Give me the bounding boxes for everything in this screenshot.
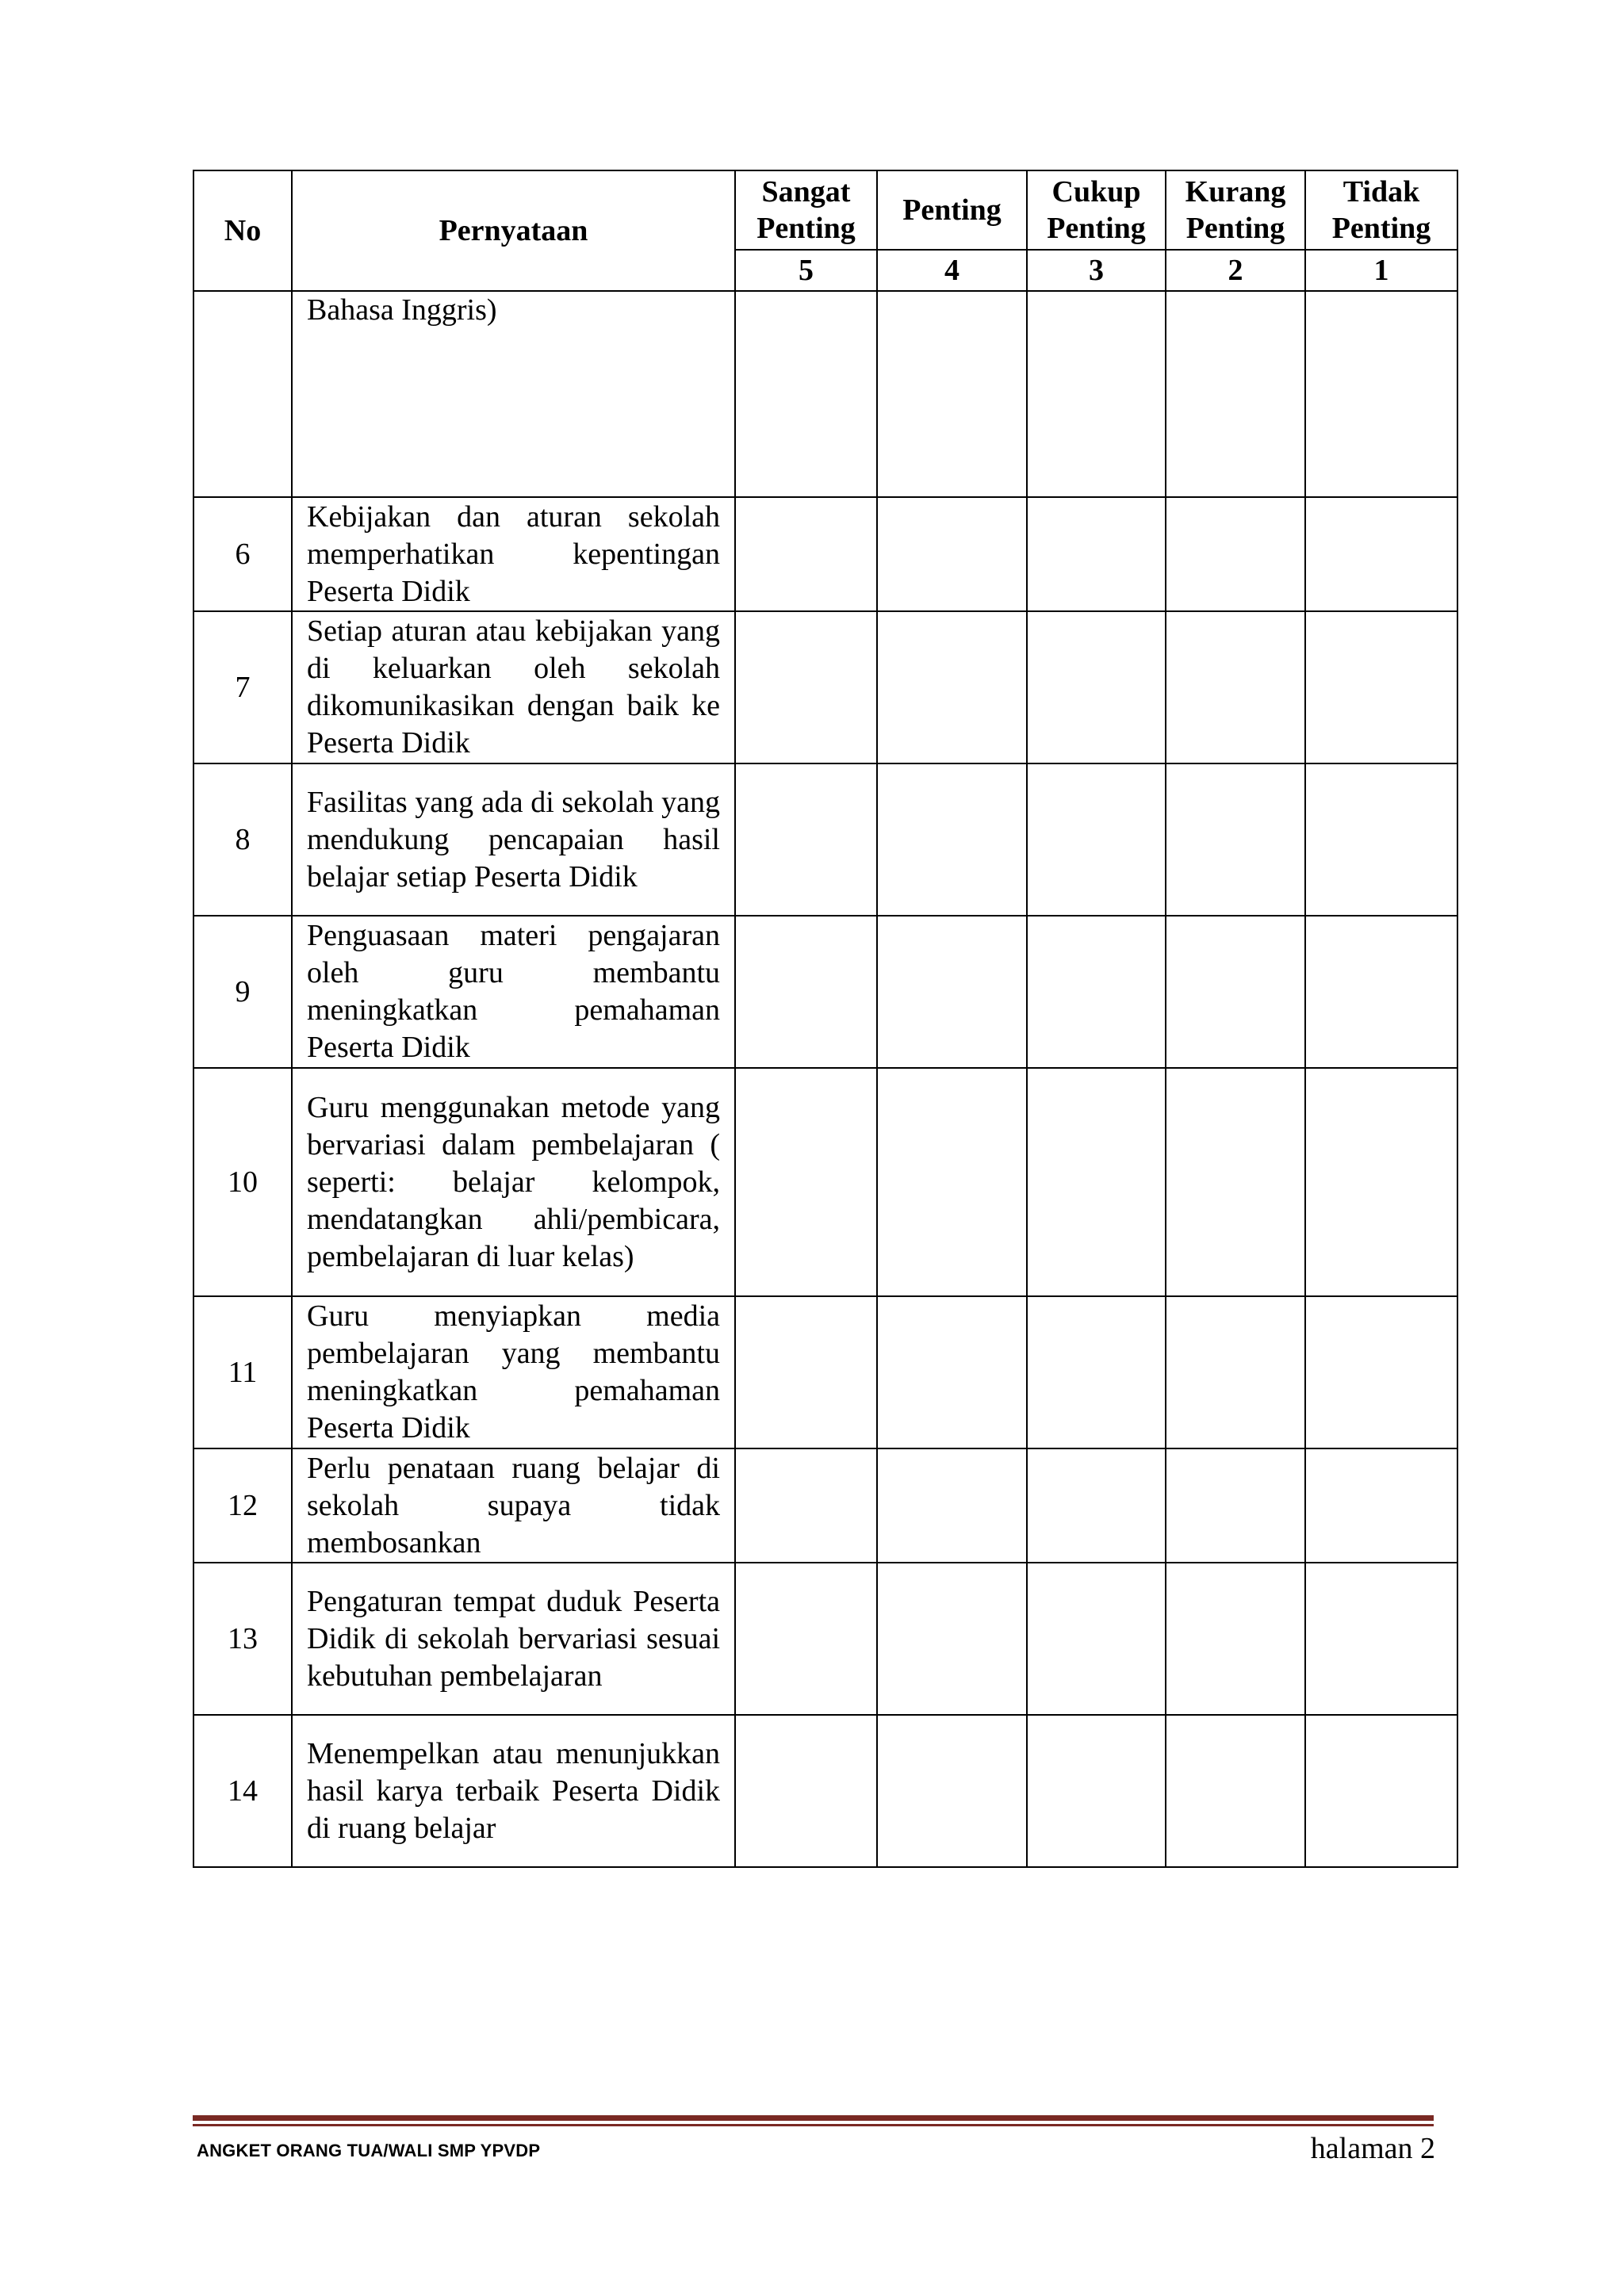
rating-cell-4[interactable] [877, 497, 1027, 611]
rating-cell-1[interactable] [1305, 1715, 1457, 1867]
statement-cell: Menempelkan atau menunjukkan hasil karya terbaik Peserta Didik di ruang belajar [292, 1715, 735, 1867]
rating-cell-2[interactable] [1166, 1296, 1305, 1448]
row-number [193, 291, 292, 497]
header-tidak-penting: Tidak Penting [1305, 170, 1457, 250]
row-number: 11 [193, 1296, 292, 1448]
rating-cell-5[interactable] [735, 291, 877, 497]
rating-cell-4[interactable] [877, 1068, 1027, 1296]
rating-cell-5[interactable] [735, 763, 877, 916]
table-row [193, 763, 1457, 916]
rating-cell-4[interactable] [877, 291, 1027, 497]
rating-cell-4[interactable] [877, 763, 1027, 916]
rating-cell-3[interactable] [1027, 1715, 1166, 1867]
table-row [193, 1563, 1457, 1715]
row-number: 10 [193, 1068, 292, 1296]
statement-cell: Kebijakan dan aturan sekolah memperhatikan kepentingan Peserta Didik [292, 497, 735, 611]
footer-rule-thin [193, 2124, 1434, 2126]
table-row [193, 916, 1457, 1068]
rating-cell-5[interactable] [735, 611, 877, 763]
statement-cell: Pengaturan tempat duduk Peserta Didik di sekolah bervariasi sesuai kebutuhan pembelajaran [292, 1563, 735, 1715]
rating-cell-1[interactable] [1305, 1448, 1457, 1563]
table-row [193, 1448, 1457, 1563]
rating-cell-2[interactable] [1166, 497, 1305, 611]
rating-cell-5[interactable] [735, 1068, 877, 1296]
rating-cell-4[interactable] [877, 1296, 1027, 1448]
rating-cell-5[interactable] [735, 1563, 877, 1715]
header-statement: Pernyataan [292, 170, 735, 291]
rating-cell-3[interactable] [1027, 1448, 1166, 1563]
rating-cell-2[interactable] [1166, 1715, 1305, 1867]
rating-cell-2[interactable] [1166, 1563, 1305, 1715]
row-number: 12 [193, 1448, 292, 1563]
header-cukup-penting: Cukup Penting [1027, 170, 1166, 250]
table-row [193, 291, 1457, 497]
rating-cell-2[interactable] [1166, 916, 1305, 1068]
score-4: 4 [877, 250, 1027, 291]
rating-cell-3[interactable] [1027, 916, 1166, 1068]
rating-cell-1[interactable] [1305, 497, 1457, 611]
score-1: 1 [1305, 250, 1457, 291]
rating-cell-4[interactable] [877, 1448, 1027, 1563]
header-penting: Penting [877, 170, 1027, 250]
rating-cell-5[interactable] [735, 1715, 877, 1867]
row-number: 14 [193, 1715, 292, 1867]
statement-cell: Guru menyiapkan media pembelajaran yang membantu meningkatkan pemahaman Peserta Didik [292, 1296, 735, 1448]
statement-cell: Setiap aturan atau kebijakan yang di keluarkan oleh sekolah dikomunikasikan dengan baik ke Peserta Didik [292, 611, 735, 763]
rating-cell-4[interactable] [877, 611, 1027, 763]
table-row [193, 1068, 1457, 1296]
table-row [193, 497, 1457, 611]
statement-cell: Perlu penataan ruang belajar di sekolah supaya tidak membosankan [292, 1448, 735, 1563]
header-row [193, 170, 1457, 250]
rating-cell-1[interactable] [1305, 763, 1457, 916]
rating-cell-2[interactable] [1166, 1068, 1305, 1296]
header-no: No [193, 170, 292, 291]
page-number: halaman 2 [1310, 2132, 1435, 2165]
rating-cell-5[interactable] [735, 497, 877, 611]
score-5: 5 [735, 250, 877, 291]
rating-cell-3[interactable] [1027, 1068, 1166, 1296]
header-sangat-penting: Sangat Penting [735, 170, 877, 250]
statement-cell: Penguasaan materi pengajaran oleh guru membantu meningkatkan pemahaman Peserta Didik [292, 916, 735, 1068]
rating-cell-2[interactable] [1166, 763, 1305, 916]
rating-cell-4[interactable] [877, 1715, 1027, 1867]
footer-rule-thick [193, 2115, 1434, 2121]
rating-cell-1[interactable] [1305, 1068, 1457, 1296]
row-number: 6 [193, 497, 292, 611]
rating-cell-3[interactable] [1027, 1296, 1166, 1448]
rating-cell-4[interactable] [877, 1563, 1027, 1715]
rating-cell-1[interactable] [1305, 1296, 1457, 1448]
row-number: 8 [193, 763, 292, 916]
rating-cell-3[interactable] [1027, 291, 1166, 497]
rating-cell-2[interactable] [1166, 291, 1305, 497]
rating-cell-1[interactable] [1305, 916, 1457, 1068]
header-kurang-penting: Kurang Penting [1166, 170, 1305, 250]
row-number: 7 [193, 611, 292, 763]
statement-cell: Bahasa Inggris) [292, 291, 735, 497]
score-3: 3 [1027, 250, 1166, 291]
score-2: 2 [1166, 250, 1305, 291]
rating-cell-1[interactable] [1305, 611, 1457, 763]
rating-cell-5[interactable] [735, 916, 877, 1068]
row-number: 9 [193, 916, 292, 1068]
statement-cell: Guru menggunakan metode yang bervariasi dalam pembelajaran ( seperti: belajar kelompok, mendatangkan ahli/pembicara, pembelajaran di luar kelas) [292, 1068, 735, 1296]
table-row [193, 1296, 1457, 1448]
statement-cell: Fasilitas yang ada di sekolah yang mendukung pencapaian hasil belajar setiap Peserta Didik [292, 763, 735, 916]
rating-cell-2[interactable] [1166, 1448, 1305, 1563]
footer-title: ANGKET ORANG TUA/WALI SMP YPVDP [197, 2141, 541, 2160]
row-number: 13 [193, 1563, 292, 1715]
rating-cell-3[interactable] [1027, 611, 1166, 763]
rating-cell-3[interactable] [1027, 497, 1166, 611]
rating-cell-5[interactable] [735, 1296, 877, 1448]
rating-cell-4[interactable] [877, 916, 1027, 1068]
rating-cell-2[interactable] [1166, 611, 1305, 763]
table-row [193, 611, 1457, 763]
rating-cell-5[interactable] [735, 1448, 877, 1563]
rating-cell-1[interactable] [1305, 1563, 1457, 1715]
table-row [193, 1715, 1457, 1867]
rating-cell-1[interactable] [1305, 291, 1457, 497]
rating-cell-3[interactable] [1027, 1563, 1166, 1715]
rating-cell-3[interactable] [1027, 763, 1166, 916]
survey-table [193, 170, 1458, 1868]
